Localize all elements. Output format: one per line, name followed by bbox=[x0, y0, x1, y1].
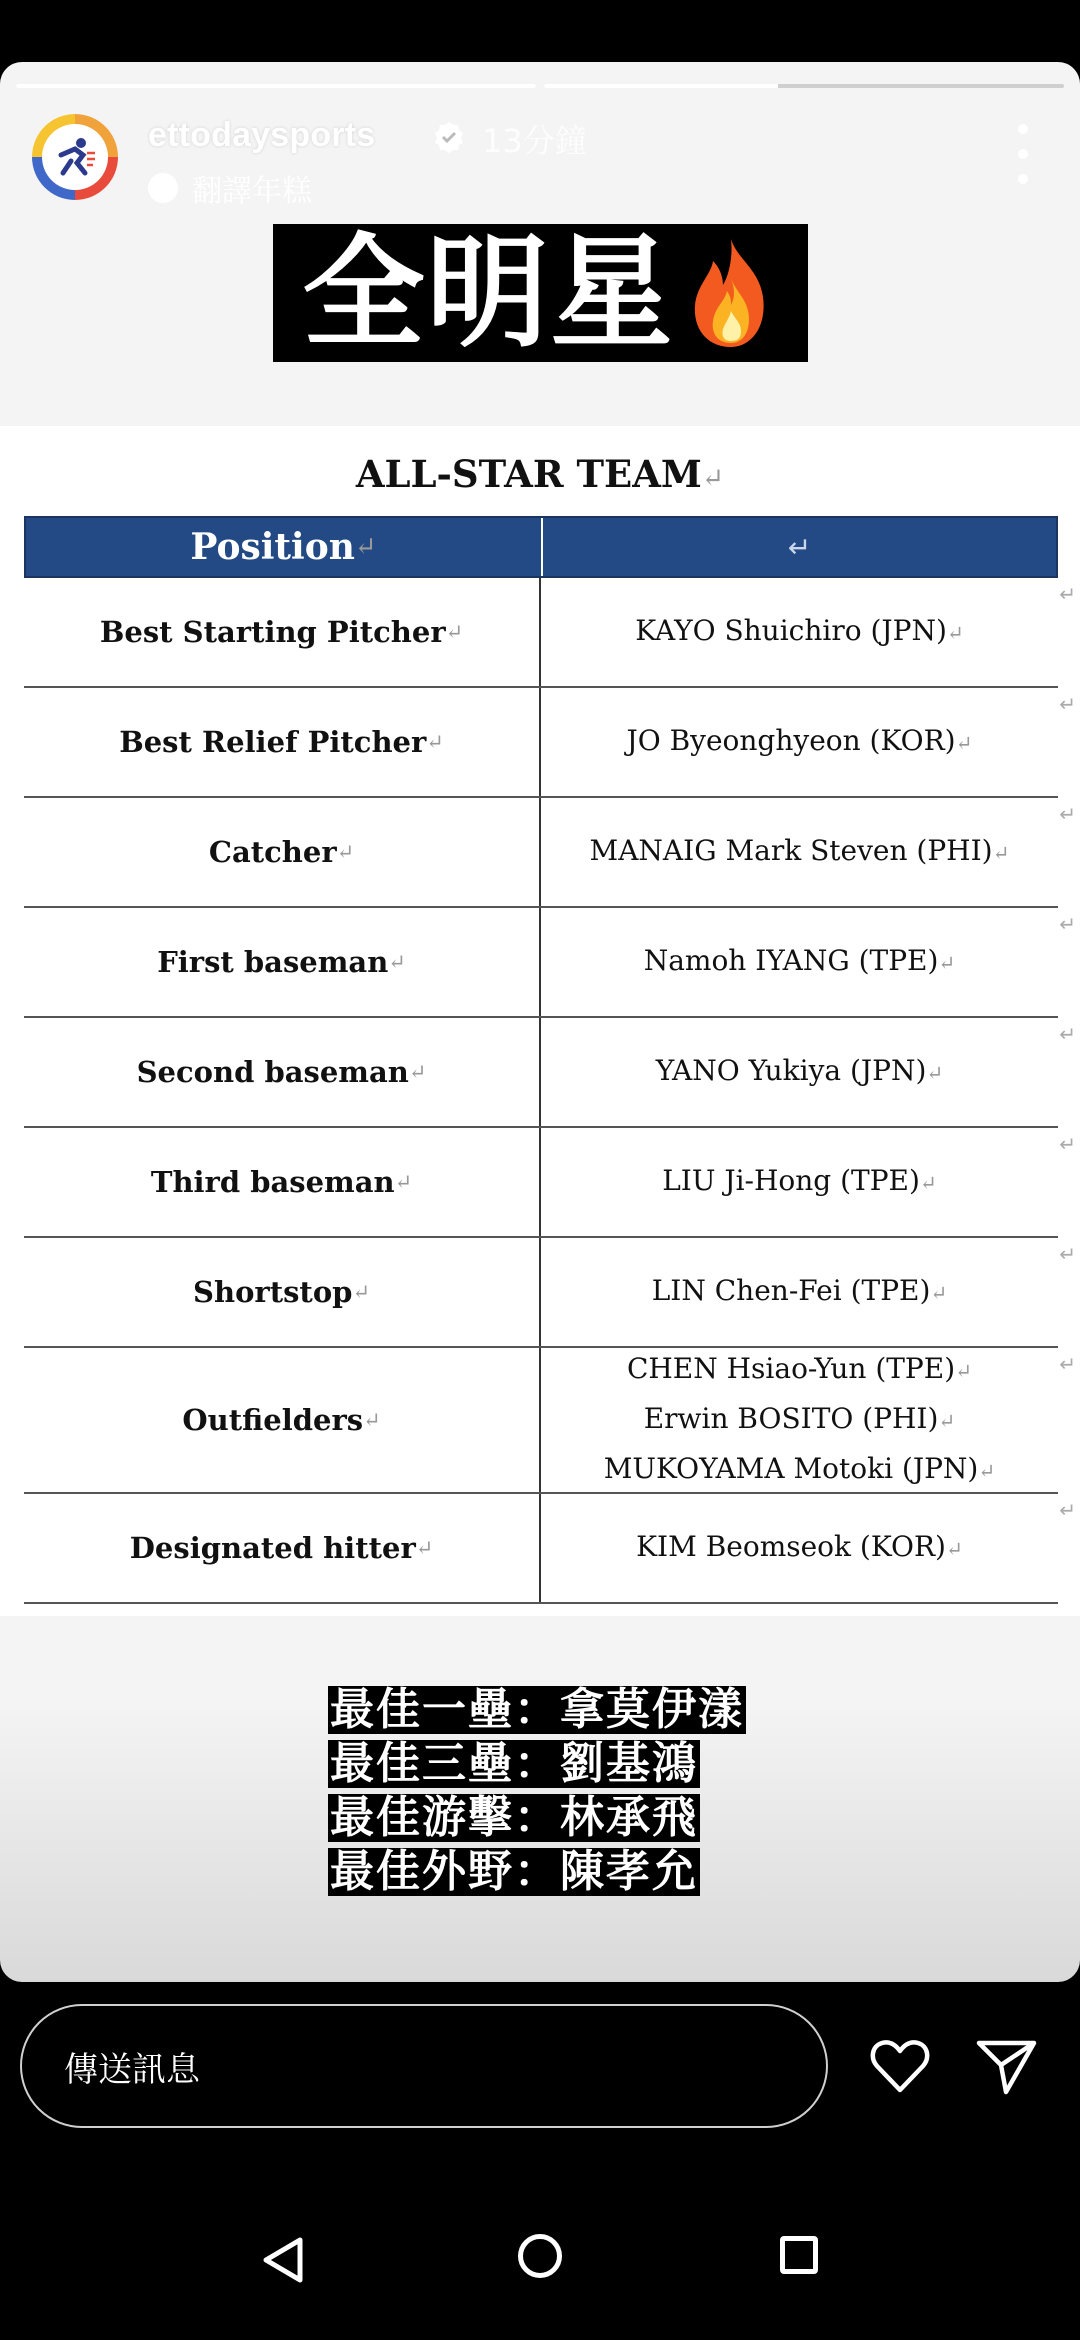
player-text: YANO Yukiya (JPN) bbox=[655, 1054, 927, 1087]
caption-line: 最佳一壘：拿莫伊漾 bbox=[330, 1684, 744, 1735]
player-cell bbox=[541, 1018, 1058, 1126]
player-cell bbox=[541, 688, 1058, 796]
message-input[interactable] bbox=[20, 2004, 828, 2128]
more-vertical-icon[interactable] bbox=[1016, 124, 1030, 184]
return-mark: ↵ bbox=[938, 1409, 956, 1433]
table-header bbox=[24, 516, 1058, 578]
return-mark: ↵ bbox=[388, 950, 406, 974]
doc-title-text: ALL-STAR TEAM bbox=[355, 452, 702, 496]
position-text: Shortstop bbox=[193, 1275, 353, 1309]
player-text: LIU Ji-Hong (TPE) bbox=[662, 1164, 920, 1197]
player-cell bbox=[541, 1348, 1058, 1492]
player-text: MUKOYAMA Motoki (JPN) bbox=[603, 1452, 979, 1485]
return-mark: ↵ bbox=[992, 841, 1010, 865]
position-cell bbox=[24, 688, 541, 796]
avatar[interactable] bbox=[32, 114, 118, 200]
progress-fill-2 bbox=[544, 84, 778, 88]
return-mark: ↵ bbox=[426, 730, 444, 754]
banner-text: 全明星 bbox=[302, 222, 675, 364]
return-mark: ↵ bbox=[408, 1060, 427, 1084]
return-mark: ↵ bbox=[1059, 802, 1076, 826]
return-mark: ↵ bbox=[978, 1459, 996, 1483]
table-row bbox=[24, 1348, 1076, 1494]
position-text: Best Starting Pitcher bbox=[99, 615, 446, 649]
caption-block bbox=[328, 1686, 746, 1896]
time-ago: 13分鐘 bbox=[482, 122, 587, 160]
player-text: MANAIG Mark Steven (PHI) bbox=[589, 834, 993, 867]
return-mark: ↵ bbox=[363, 1408, 381, 1432]
position-text: Third baseman bbox=[150, 1165, 395, 1199]
position-cell bbox=[24, 1348, 541, 1492]
position-text: Best Relief Pitcher bbox=[119, 725, 427, 759]
position-cell bbox=[24, 908, 541, 1016]
caption-line: 最佳三壘：劉基鴻 bbox=[330, 1738, 698, 1789]
return-mark: ↵ bbox=[352, 1280, 370, 1304]
username[interactable]: ettodaysports bbox=[148, 116, 376, 154]
player-text: LIN Chen-Fei (TPE) bbox=[651, 1274, 931, 1307]
story-progress bbox=[16, 84, 1064, 90]
return-mark: ↵ bbox=[1059, 1352, 1076, 1376]
system-navbar bbox=[0, 2230, 1080, 2310]
caption-line: 最佳游擊：林承飛 bbox=[330, 1792, 698, 1843]
verified-badge-icon bbox=[432, 120, 466, 154]
player-text: Erwin BOSITO (PHI) bbox=[643, 1402, 939, 1435]
position-cell bbox=[24, 1128, 541, 1236]
return-mark: ↵ bbox=[1059, 1132, 1076, 1156]
caption-line: 最佳外野：陳孝允 bbox=[330, 1846, 698, 1897]
position-cell bbox=[24, 1018, 541, 1126]
player-cell bbox=[541, 1494, 1058, 1602]
return-mark: ↵ bbox=[394, 1170, 413, 1194]
player-text: Namoh IYANG (TPE) bbox=[643, 944, 939, 977]
doc-title bbox=[0, 452, 1080, 496]
all-star-table bbox=[24, 516, 1076, 1604]
return-mark: ↵ bbox=[1059, 582, 1076, 606]
player-text: KIM Beomseok (KOR) bbox=[636, 1530, 946, 1563]
heart-icon[interactable] bbox=[868, 2034, 932, 2098]
home-circle-icon[interactable] bbox=[518, 2234, 562, 2278]
return-mark: ↵ bbox=[955, 1359, 973, 1383]
return-mark: ↵ bbox=[354, 532, 377, 562]
player-cell bbox=[541, 908, 1058, 1016]
document-image bbox=[0, 426, 1080, 1616]
return-mark: ↵ bbox=[701, 463, 725, 494]
return-mark: ↵ bbox=[946, 621, 964, 645]
table-row bbox=[24, 578, 1076, 688]
story-header bbox=[32, 110, 1060, 220]
return-mark: ↵ bbox=[955, 731, 973, 755]
header-position-text: Position bbox=[190, 526, 355, 568]
progress-segment-2 bbox=[544, 84, 1064, 88]
player-text: KAYO Shuichiro (JPN) bbox=[635, 614, 947, 647]
return-mark: ↵ bbox=[930, 1281, 948, 1305]
back-triangle-icon[interactable] bbox=[258, 2234, 310, 2286]
table-row bbox=[24, 1494, 1076, 1604]
return-mark: ↵ bbox=[1059, 1498, 1076, 1522]
return-mark: ↵ bbox=[919, 1171, 937, 1195]
fire-emoji-icon bbox=[683, 235, 779, 351]
player-text: JO Byeonghyeon (KOR) bbox=[626, 724, 956, 757]
table-row bbox=[24, 1238, 1076, 1348]
all-star-banner bbox=[273, 224, 808, 362]
return-mark: ↵ bbox=[1059, 1242, 1076, 1266]
table-row bbox=[24, 1128, 1076, 1238]
send-icon[interactable] bbox=[974, 2034, 1038, 2098]
translate-dot-icon bbox=[148, 173, 178, 203]
header-position bbox=[26, 518, 543, 576]
player-text: CHEN Hsiao-Yun (TPE) bbox=[626, 1352, 956, 1385]
message-placeholder: 傳送訊息 bbox=[64, 2049, 200, 2090]
position-text: Catcher bbox=[208, 835, 337, 869]
position-cell bbox=[24, 1238, 541, 1346]
return-mark: ↵ bbox=[415, 1536, 434, 1560]
return-mark: ↵ bbox=[945, 1537, 963, 1561]
translate-link[interactable] bbox=[148, 166, 312, 210]
header-player: ↵ bbox=[787, 530, 812, 564]
table-row bbox=[24, 1018, 1076, 1128]
position-text: First baseman bbox=[157, 945, 389, 979]
return-mark: ↵ bbox=[1059, 1022, 1076, 1046]
player-cell bbox=[541, 1128, 1058, 1236]
table-row bbox=[24, 798, 1076, 908]
story-card[interactable] bbox=[0, 62, 1080, 1982]
position-text: Outfielders bbox=[182, 1403, 364, 1437]
position-text: Designated hitter bbox=[129, 1531, 416, 1565]
player-cell bbox=[541, 798, 1058, 906]
return-mark: ↵ bbox=[1059, 692, 1076, 716]
progress-segment-1 bbox=[16, 84, 536, 88]
sports-logo-icon bbox=[42, 124, 108, 190]
table-row bbox=[24, 688, 1076, 798]
position-cell bbox=[24, 1494, 541, 1602]
player-cell bbox=[541, 1238, 1058, 1346]
progress-fill-1 bbox=[16, 84, 536, 88]
recent-apps-square-icon[interactable] bbox=[780, 2236, 818, 2274]
translate-label: 翻譯年糕 bbox=[192, 174, 312, 209]
table-row bbox=[24, 908, 1076, 1018]
return-mark: ↵ bbox=[445, 620, 464, 644]
return-mark: ↵ bbox=[926, 1061, 944, 1085]
position-cell bbox=[24, 798, 541, 906]
return-mark: ↵ bbox=[336, 840, 355, 864]
return-mark: ↵ bbox=[1059, 912, 1076, 936]
return-mark: ↵ bbox=[938, 951, 956, 975]
position-cell bbox=[24, 578, 541, 686]
position-text: Second baseman bbox=[136, 1055, 409, 1089]
player-cell bbox=[541, 578, 1058, 686]
